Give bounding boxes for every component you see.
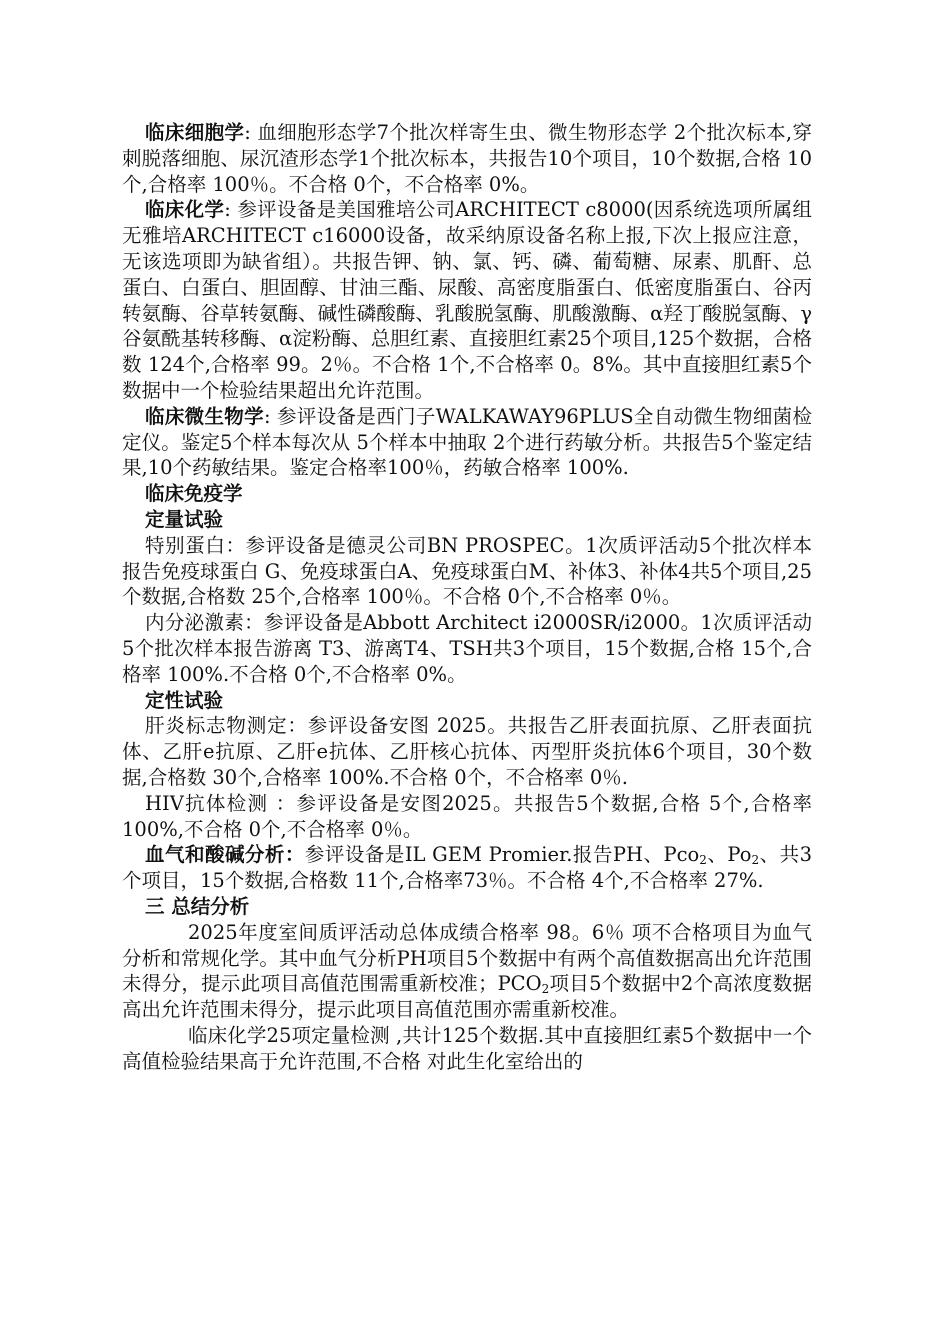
- microbiology-text: : 参评设备是西门子WALKAWAY96PLUS全自动微生物细菌检定仪。鉴定5个样本每次从 5个样本中抽取 2个进行药敏分析。共报告5个鉴定结果,10个药敏结果。鉴定合格率100％，药敏合格率 100%.: [122, 404, 812, 480]
- section-label-chemistry: 临床化学: [145, 198, 225, 222]
- paragraph-clinical-microbiology: [122, 404, 812, 481]
- paragraph-hepatitis-markers: 肝炎标志物测定：参评设备安图 2025。共报告乙肝表面抗原、乙肝表面抗体、乙肝e抗原、乙肝e抗体、乙肝核心抗体、丙型肝炎抗体6个项目，30个数据,合格数 30个,合格率 100%.不合格 0个，不合格率 0％.: [122, 714, 812, 789]
- section-label-cytology: 临床细胞学: [145, 121, 245, 144]
- blood-gas-text-3: 、共3个项目，15个数据,合格数 11个,合格率73％。不合格 4个,不合格率 27%.: [122, 843, 812, 893]
- subscript-pco2: 2: [699, 853, 707, 868]
- cytology-text: : 血细胞形态学7个批次样寄生虫、微生物形态学 2个批次标本,穿刺脱落细胞、尿沉渣形态学1个批次标本，共报告10个项目，10个数据,合格 10个,合格率 100％。不合格 0个，不合格率 0%。: [122, 121, 812, 196]
- paragraph-summary-chemistry: 临床化学25项定量检测 ,共计125个数据.其中直接胆红素5个数据中一个高值检验结果高于允许范围,不合格 对此生化室给出的: [122, 1023, 812, 1073]
- heading-qualitative-text: 定性试验: [145, 688, 224, 712]
- summary-text-2: 项目5个数据中2个高浓度数据高出允许范围未得分，提示此项目高值范围亦需重新校准。: [122, 972, 812, 1022]
- heading-summary-text: 三 总结分析: [145, 894, 250, 918]
- heading-quantitative-test: [122, 507, 812, 533]
- paragraph-clinical-cytology: [122, 120, 812, 197]
- section-label-microbiology: 临床微生物学: [145, 404, 264, 428]
- blood-gas-text-2: 、Po: [706, 843, 752, 867]
- document-body: [122, 120, 812, 1074]
- heading-qualitative-test: [122, 688, 812, 714]
- paragraph-blood-gas: [122, 842, 812, 894]
- paragraph-special-protein: 特别蛋白：参评设备是德灵公司BN PROSPEC。1次质评活动5个批次样本报告免疫球蛋白 G、免疫球蛋白A、免疫球蛋白M、补体3、补体4共5个项目,25个数据,合格数 25个,合格率 100％。不合格 0个,不合格率 0％。: [122, 533, 812, 609]
- subscript-po2: 2: [751, 853, 760, 868]
- heading-quantitative-text: 定量试验: [145, 507, 224, 531]
- section-label-blood-gas: 血气和酸碱分析：: [145, 843, 305, 867]
- blood-gas-text-1: 参评设备是IL GEM Promier.报告PH、Pco: [304, 843, 700, 867]
- paragraph-summary-overall: [122, 920, 812, 1023]
- subscript-pco2-summary: 2: [541, 982, 550, 997]
- chemistry-text: : 参评设备是美国雅培公司ARCHITECT c8000(因系统选项所属组无雅培ARCHITECT c16000设备，故采纳原设备名称上报,下次上报应注意，无该选项即为缺省组）。共报告钾、钠、氯、钙、磷、葡萄糖、尿素、肌酐、总蛋白、白蛋白、胆固醇、甘油三酯、尿酸、高密度脂蛋白、低密度脂蛋白、谷丙转氨酶、谷草转氨酶、碱性磷酸酶、乳酸脱氢酶、肌酸激酶、α羟丁酸脱氢酶、γ谷氨酰基转移酶、α淀粉酶、总胆红素、直接胆红素25个项目,125个数据，合格数 124个,合格率 99。2％。不合格 1个,不合格率 0。8%。其中直接胆红素5个数据中一个检验结果超出允许范围。: [122, 198, 812, 402]
- heading-immunology-text: 临床免疫学: [145, 482, 243, 506]
- paragraph-hiv-antibody: HIV抗体检测 ：参评设备是安图2025。共报告5个数据,合格 5个,合格率 100%,不合格 0个,不合格率 0％。: [122, 791, 812, 841]
- heading-clinical-immunology: [122, 481, 812, 507]
- summary-text-1: 2025年度室间质评活动总体成绩合格率 98。6％ 项不合格项目为血气分析和常规化学。其中血气分析PH项目5个数据中有两个高值数据高出允许范围未得分，提示此项目高值范围需重新校准；PCO: [122, 920, 812, 996]
- paragraph-endocrine-hormone: 内分泌激素：参评设备是Abbott Architect i2000SR/i2000。1次质评活动5个批次样本报告游离 T3、游离T4、TSH共3个项目，15个数据,合格 15个,合格率 100%.不合格 0个,不合格率 0%。: [122, 611, 812, 686]
- heading-summary-analysis: [122, 894, 812, 920]
- paragraph-clinical-chemistry: [122, 197, 812, 403]
